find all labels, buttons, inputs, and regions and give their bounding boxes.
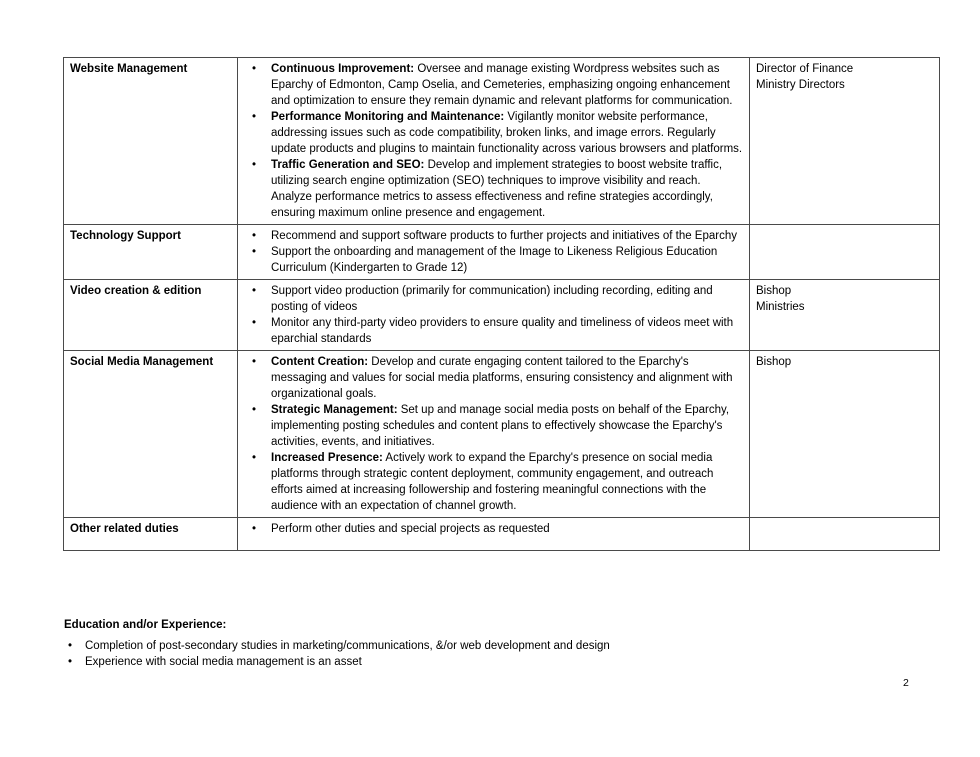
table-row bbox=[64, 58, 940, 225]
responsible-cell bbox=[750, 351, 940, 518]
area-cell: Other related duties bbox=[64, 518, 238, 551]
duties-cell bbox=[238, 518, 750, 551]
duties-cell bbox=[238, 280, 750, 351]
duty-label: Content Creation: bbox=[271, 356, 369, 368]
area-cell: Technology Support bbox=[64, 225, 238, 280]
duty-label: Continuous Improvement: bbox=[271, 63, 415, 75]
responsible-name: Ministry Directors bbox=[756, 79, 845, 91]
duty-list bbox=[244, 61, 743, 221]
table-row bbox=[64, 280, 940, 351]
duty-list bbox=[244, 228, 743, 276]
table-row bbox=[64, 351, 940, 518]
responsible-name: Bishop bbox=[756, 356, 792, 368]
responsible-cell bbox=[750, 58, 940, 225]
duty-list bbox=[244, 283, 743, 347]
duty-item: • Continuous Improvement: Oversee and manage existing Wordpress websites such as Eparchy of Edmonton, Camp Oselia, and Cemeteries, emphasizing ongoing enhancement and optimization to ensure they remain dynamic and relevant platforms for communication. bbox=[271, 61, 743, 109]
duty-list bbox=[244, 354, 743, 514]
responsible-cell bbox=[750, 225, 940, 280]
duty-item: • Traffic Generation and SEO: Develop and implement strategies to boost website traffic, utilizing search engine optimization (SEO) techniques to improve visibility and reach. Analyze performance metrics to assess effectiveness and refine strategies accordingly, ensuring maximum online presence and engagement. bbox=[271, 157, 743, 221]
duty-item: • Content Creation: Develop and curate engaging content tailored to the Eparchy's messaging and values for social media platforms, ensuring consistency and alignment with organizational goals. bbox=[271, 354, 743, 402]
page-number: 2 bbox=[903, 677, 909, 689]
duty-label: Strategic Management: bbox=[271, 404, 398, 416]
duty-label: Traffic Generation and SEO: bbox=[271, 159, 425, 171]
duties-cell bbox=[238, 58, 750, 225]
duty-item: • Performance Monitoring and Maintenance: Vigilantly monitor website performance, addressing issues such as code compatibility, broken links, and image errors. Regularly update products and plugins to maintain functionality across various browsers and platforms. bbox=[271, 109, 743, 157]
duty-item: • Strategic Management: Set up and manage social media posts on behalf of the Eparchy, implementing posting schedules and content plans to effectively showcase the Eparchy's activities, events, and initiatives. bbox=[271, 402, 743, 450]
duties-cell bbox=[238, 351, 750, 518]
duty-item: • Increased Presence: Actively work to expand the Eparchy's presence on social media platforms through strategic content deployment, community engagement, and outreach efforts aimed at increasing followership and fostering meaningful connections with the audience with an expectation of channel growth. bbox=[271, 450, 743, 514]
education-list bbox=[64, 638, 864, 670]
responsible-name: Bishop bbox=[756, 285, 792, 297]
area-cell: Video creation & edition bbox=[64, 280, 238, 351]
duty-item: • Support video production (primarily for communication) including recording, editing and posting of videos bbox=[271, 283, 743, 315]
duty-label: Performance Monitoring and Maintenance: bbox=[271, 111, 505, 123]
education-section bbox=[64, 617, 864, 670]
responsible-cell bbox=[750, 518, 940, 551]
area-cell: Website Management bbox=[64, 58, 238, 225]
duty-item: • Monitor any third-party video providers to ensure quality and timeliness of videos meet with eparchial standards bbox=[271, 315, 743, 347]
education-item: • Completion of post-secondary studies in marketing/communications, &/or web development and design bbox=[85, 638, 864, 654]
area-cell: Social Media Management bbox=[64, 351, 238, 518]
duty-label: Increased Presence: bbox=[271, 452, 383, 464]
duty-list bbox=[244, 521, 743, 537]
education-heading: Education and/or Experience: bbox=[64, 619, 227, 631]
education-item: • Experience with social media management is an asset bbox=[85, 654, 864, 670]
duty-item: • Support the onboarding and management of the Image to Likeness Religious Education Curriculum (Kindergarten to Grade 12) bbox=[271, 244, 743, 276]
responsible-name: Ministries bbox=[756, 301, 805, 313]
responsible-name: Director of Finance bbox=[756, 63, 854, 75]
table-row bbox=[64, 518, 940, 551]
duty-item: • Recommend and support software products to further projects and initiatives of the Eparchy bbox=[271, 228, 743, 244]
responsible-cell bbox=[750, 280, 940, 351]
duties-table bbox=[63, 57, 940, 551]
duties-cell bbox=[238, 225, 750, 280]
duty-item: • Perform other duties and special projects as requested bbox=[271, 521, 743, 537]
table-row bbox=[64, 225, 940, 280]
